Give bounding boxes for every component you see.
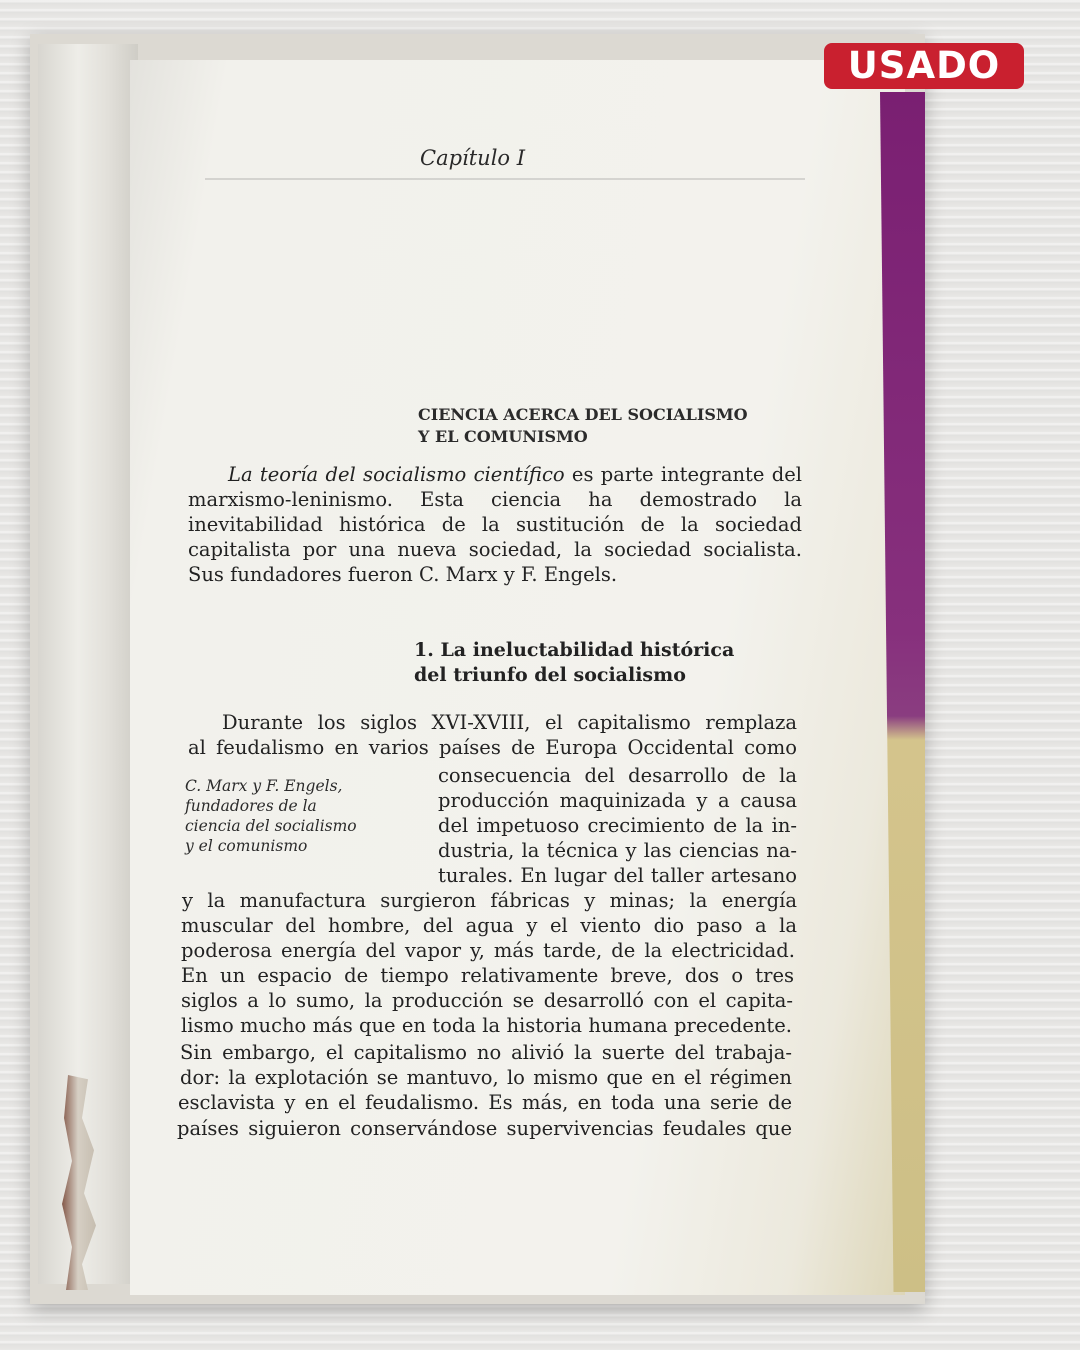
intro-paragraph: [188, 462, 802, 587]
body-line: Durante los siglos XVI-XVIII, el capitalismo remplaza: [222, 711, 797, 734]
body-line: dor: la explotación se mantuvo, lo mismo que en el régimen: [180, 1066, 792, 1089]
subsection-title: [414, 638, 734, 688]
body-line: países siguieron conservándose supervivencias feudales que: [177, 1117, 792, 1140]
section-title-line: CIENCIA ACERCA DEL SOCIALISMO: [418, 405, 748, 424]
body-line: Sin embargo, el capitalismo no alivió la suerte del trabaja-: [180, 1041, 792, 1064]
chapter-heading: Capítulo I: [420, 146, 526, 170]
body-line: al feudalismo en varios países de Europa Occidental como: [188, 736, 797, 759]
body-line: lismo mucho más que en toda la historia humana precedente.: [181, 1014, 792, 1037]
image-caption: [185, 776, 357, 856]
caption-line: y el comunismo: [185, 837, 308, 855]
header-rule: [205, 178, 805, 180]
body-line: y la manufactura surgieron fábricas y minas; la energía: [182, 889, 797, 912]
caption-line: ciencia del socialismo: [185, 817, 357, 835]
body-line: dustria, la técnica y las ciencias na-: [438, 839, 797, 862]
body-line: poderosa energía del vapor y, más tarde, de la electricidad.: [181, 939, 795, 962]
body-line: siglos a lo sumo, la producción se desarrolló con el capita-: [181, 989, 793, 1012]
body-line: turales. En lugar del taller artesano: [438, 864, 797, 887]
body-line: producción maquinizada y a causa: [438, 789, 797, 812]
subsection-title-line: 1. La ineluctabilidad histórica: [414, 639, 735, 661]
caption-line: C. Marx y F. Engels,: [185, 777, 343, 795]
caption-line: fundadores de la: [185, 797, 317, 815]
left-page-edge: [38, 44, 138, 1284]
intro-italic: La teoría del socialismo científico: [228, 463, 565, 486]
section-title-line: Y EL COMUNISMO: [418, 427, 588, 446]
intro-text: es parte integrante del marxismo-leninismo. Esta ciencia ha demostrado la inevitabilidad histórica de la sustitución de la sociedad capitalista por una nueva sociedad, la sociedad socialista. Sus fundadores fueron C. Marx y F. Engels.: [188, 463, 802, 586]
body-line: muscular del hombre, del agua y el viento dio paso a la: [181, 914, 797, 937]
body-line: consecuencia del desarrollo de la: [438, 764, 797, 787]
section-title: [418, 404, 748, 448]
used-badge: USADO: [824, 43, 1024, 89]
body-line: del impetuoso crecimiento de la in-: [438, 814, 797, 837]
subsection-title-line: del triunfo del socialismo: [414, 664, 686, 686]
body-line: esclavista y en el feudalismo. Es más, en toda una serie de: [178, 1091, 792, 1114]
body-line: En un espacio de tiempo relativamente breve, dos o tres: [181, 964, 794, 987]
